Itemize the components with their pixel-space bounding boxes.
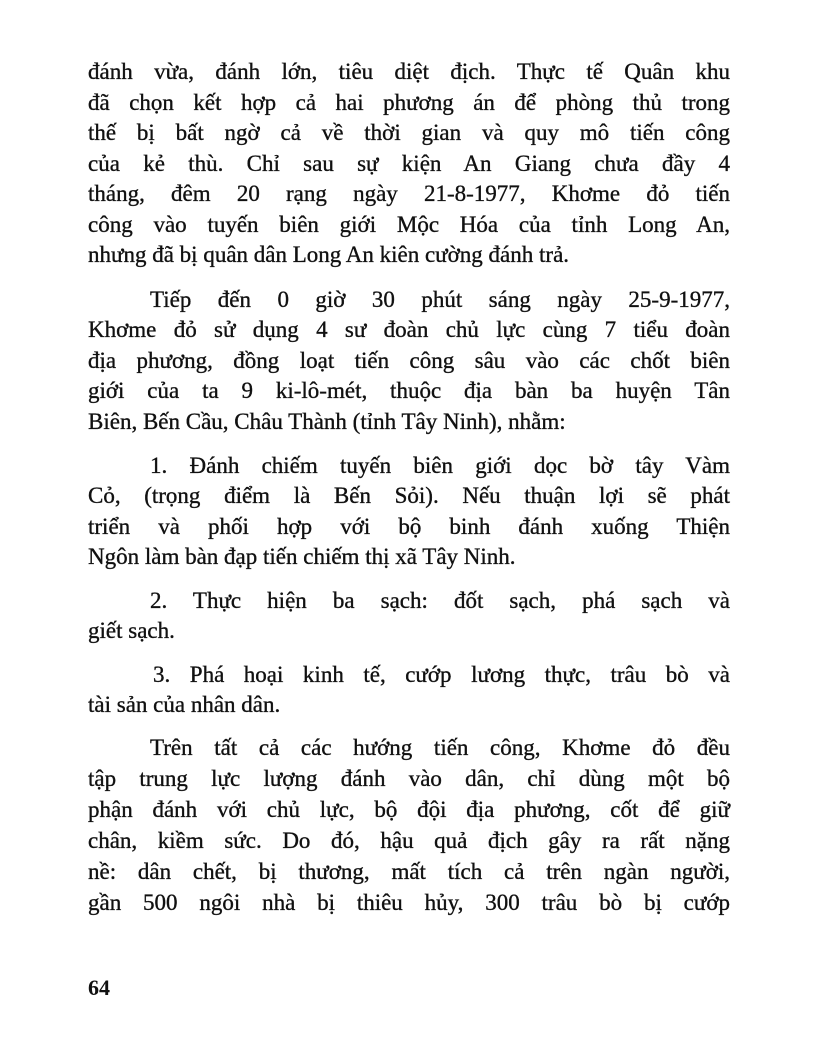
text-line: 1. Đánh chiếm tuyến biên giới dọc bờ tây Vàm [150,453,730,478]
text-line: đã chọn kết hợp cả hai phương án để phòng thủ trong [88,90,730,115]
text-line: tháng, đêm 20 rạng ngày 21-8-1977, Khơme đỏ tiến [88,181,730,206]
text-line: nhưng đã bị quân dân Long An kiên cường đánh trả. [88,242,570,267]
text-line: giết sạch. [88,618,175,643]
text-line: Trên tất cả các hướng tiến công, Khơme đỏ đều [150,735,730,760]
text-line: Ngôn làm bàn đạp tiến chiếm thị xã Tây Ninh. [88,544,516,569]
text-line: Khơme đỏ sử dụng 4 sư đoàn chủ lực cùng 7 tiểu đoàn [88,317,730,342]
text-line: công vào tuyến biên giới Mộc Hóa của tỉnh Long An, [88,212,730,237]
text-line: chân, kiềm sức. Do đó, hậu quả địch gây ra rất nặng [88,828,730,853]
text-line: của kẻ thù. Chỉ sau sự kiện An Giang chưa đầy 4 [88,151,730,176]
text-line: triển và phối hợp với bộ binh đánh xuống Thiện [88,514,730,539]
page-number: 64 [88,975,110,1000]
text-line: nề: dân chết, bị thương, mất tích cả trên ngàn người, [88,859,730,884]
text-line: 3. Phá hoại kinh tế, cướp lương thực, trâu bò và [153,662,730,687]
text-line: giới của ta 9 ki-lô-mét, thuộc địa bàn ba huyện Tân [88,378,730,403]
text-line: Biên, Bến Cầu, Châu Thành (tỉnh Tây Ninh), nhằm: [88,409,566,434]
text-line: Tiếp đến 0 giờ 30 phút sáng ngày 25-9-1977, [150,287,730,312]
text-line: tài sản của nhân dân. [88,692,281,717]
text-line: gần 500 ngôi nhà bị thiêu hủy, 300 trâu bò bị cướp [88,890,730,915]
text-line: đánh vừa, đánh lớn, tiêu diệt địch. Thực tế Quân khu [88,59,730,84]
text-line: 2. Thực hiện ba sạch: đốt sạch, phá sạch và [150,588,730,613]
text-line: tập trung lực lượng đánh vào dân, chỉ dùng một bộ [88,766,730,791]
text-line: địa phương, đồng loạt tiến công sâu vào các chốt biên [88,348,730,373]
text-line: thế bị bất ngờ cả về thời gian và quy mô tiến công [88,120,730,145]
text-line: phận đánh với chủ lực, bộ đội địa phương, cốt để giữ [88,797,730,822]
text-line: Cỏ, (trọng điểm là Bến Sỏi). Nếu thuận lợi sẽ phát [88,483,730,508]
